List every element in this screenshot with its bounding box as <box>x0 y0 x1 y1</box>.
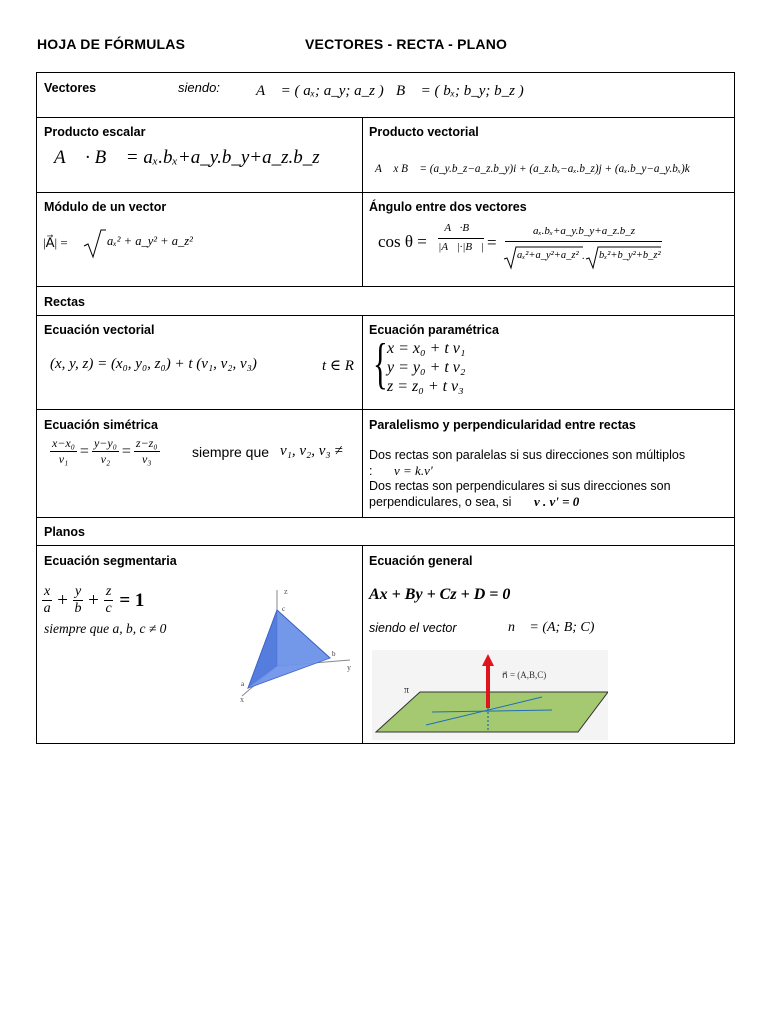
plane-normal-figure <box>372 650 608 740</box>
fraction-numerator: z−z₀ <box>135 436 158 450</box>
equals-sign: = <box>79 442 89 460</box>
plus-sign: + <box>88 589 99 611</box>
fraction-denominator: v₂ <box>100 452 111 466</box>
ecuacion-simetrica-label: Ecuación simétrica <box>44 418 158 432</box>
planos-section-label: Planos <box>44 525 85 539</box>
general-siendo: siendo el vector <box>369 621 457 635</box>
fraction <box>50 436 77 467</box>
fraction-numerator: y−y₀ <box>93 436 117 450</box>
producto-escalar-formula: A⃗ · B⃗ = aₓ.bₓ+a_y.b_y+a_z.b_z <box>54 147 320 168</box>
fraction-denominator: a <box>43 601 51 616</box>
vectores-siendo: siendo: <box>178 80 220 95</box>
tetrahedron-figure <box>232 578 362 706</box>
simetrica-condition-math: v₁, v₂, v₃ ≠ <box>280 443 343 459</box>
ecuacion-segmentaria-formula <box>42 584 144 617</box>
angulo-frac2-den-b: bₓ²+b_y²+b_z² <box>599 250 661 261</box>
axis-x-label: x <box>240 695 244 704</box>
ecuacion-general-label: Ecuación general <box>369 554 473 568</box>
angulo-frac1-num: A⃗·B⃗ <box>444 222 478 234</box>
producto-vectorial-formula: A⃗ x B⃗ = (a_y.b_z−a_z.b_y)i + (a_z.bₓ−aₓ.b_z)j + (aₓ.b_y−a_y.bₓ)k <box>375 163 690 175</box>
sqrt-sign-icon <box>82 228 106 260</box>
vector-a-def: A⃗ = ( aₓ; a_y; a_z ) <box>256 83 384 99</box>
equals-sign: = <box>487 233 497 252</box>
plus-sign: + <box>57 589 68 611</box>
left-brace-icon: { <box>373 333 388 395</box>
fraction-numerator: z <box>105 584 112 599</box>
fraction-denominator: v₃ <box>141 452 152 466</box>
ecuacion-vectorial-label: Ecuación vectorial <box>44 323 155 337</box>
segmentaria-condition: siempre que a, b, c ≠ 0 <box>44 621 167 636</box>
ecuacion-parametrica-line-3: z = z₀ + t v₃ <box>387 378 464 395</box>
fraction <box>73 584 83 617</box>
normal-vector-def: n⃗ = (A; B; C) <box>508 620 595 635</box>
fraction-denominator: c <box>105 601 112 616</box>
fraction <box>134 436 160 467</box>
ecuacion-general-formula: Ax + By + Cz + D = 0 <box>369 586 511 603</box>
paralelismo-line-1: Dos rectas son paralelas si sus direcciones son múltiplos <box>369 448 686 462</box>
ecuacion-vectorial-domain: t ∈ R <box>322 358 354 374</box>
ecuacion-parametrica-line-1: x = x₀ + t v₁ <box>387 340 466 357</box>
producto-vectorial-label: Producto vectorial <box>369 125 479 139</box>
rectas-section-label: Rectas <box>44 295 85 309</box>
point-c-label: c <box>282 605 286 613</box>
angulo-frac2-num: aₓ.bₓ+a_y.b_y+a_z.b_z <box>532 225 636 237</box>
axis-z-label: z <box>284 587 288 596</box>
vectores-label: Vectores <box>44 81 97 95</box>
angulo-frac1-den: |A⃗|·|B⃗| <box>438 241 484 253</box>
angulo-frac2-den-a: aₓ²+a_y²+a_z² <box>517 250 579 261</box>
modulo-radicand: aₓ² + a_y² + a_z² <box>107 234 193 248</box>
paralelismo-line-3: Dos rectas son perpendiculares si sus direcciones son <box>369 479 671 493</box>
segmentaria-rhs: = 1 <box>119 589 145 611</box>
axis-y-label: y <box>347 663 351 672</box>
fraction-bar <box>505 241 662 242</box>
fraction-denominator: b <box>74 601 82 616</box>
paralelismo-line-2-math: v = k.v' <box>394 463 433 478</box>
plane-pi-label: π <box>404 685 410 696</box>
paralelismo-label: Paralelismo y perpendicularidad entre rectas <box>369 418 636 432</box>
fraction-denominator: v₁ <box>58 452 69 466</box>
modulo-label: Módulo de un vector <box>44 200 167 214</box>
ecuacion-simetrica-formula <box>50 436 160 467</box>
equals-sign: = <box>121 442 131 460</box>
vector-b-def: B⃗ = ( bₓ; b_y; b_z ) <box>396 83 524 99</box>
header-title-right: VECTORES - RECTA - PLANO <box>305 36 508 52</box>
angulo-label: Ángulo entre dos vectores <box>369 200 527 214</box>
fraction-numerator: y <box>74 584 82 599</box>
simetrica-condition-text: siempre que <box>192 444 270 460</box>
fraction <box>42 584 52 617</box>
header-title-left: HOJA DE FÓRMULAS <box>37 36 186 52</box>
angulo-lhs: cos θ = <box>378 232 427 251</box>
producto-escalar-label: Producto escalar <box>44 125 146 139</box>
paralelismo-line-4-text: perpendiculares, o sea, si <box>369 495 512 509</box>
point-b-label: b <box>332 650 336 658</box>
point-a-label: a <box>241 680 245 688</box>
fraction <box>104 584 113 617</box>
paralelismo-line-4-math: v . v' = 0 <box>534 494 580 509</box>
paralelismo-line-2-prefix: : <box>369 464 373 478</box>
normal-vector-label: n⃗ = (A,B,C) <box>502 670 547 680</box>
ecuacion-vectorial-formula: (x, y, z) = (x₀, y₀, z₀) + t (v₁, v₂, v₃) <box>50 356 257 372</box>
ecuacion-parametrica-label: Ecuación paramétrica <box>369 323 499 337</box>
ecuacion-segmentaria-label: Ecuación segmentaria <box>44 554 177 568</box>
fraction-bar <box>438 238 484 239</box>
ecuacion-parametrica-line-2: y = y₀ + t v₂ <box>387 359 466 376</box>
fraction <box>92 436 119 467</box>
modulo-lhs: |A⃗| = <box>43 235 68 250</box>
fraction-numerator: x <box>44 584 51 599</box>
fraction-numerator: x−x₀ <box>52 436 75 450</box>
dot-operator: . <box>582 251 585 262</box>
